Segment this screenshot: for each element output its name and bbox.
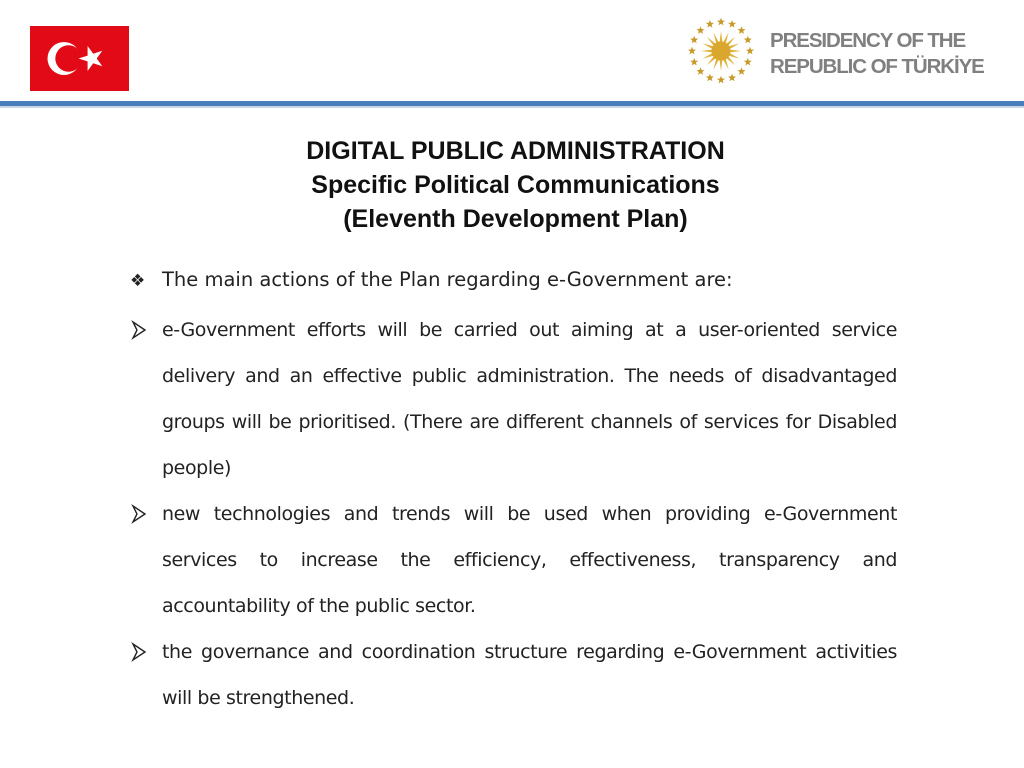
seal-star (738, 26, 746, 34)
seal-star (688, 47, 696, 55)
intro-text: The main actions of the Plan regarding e-Government are: (162, 268, 733, 291)
seal-star (728, 20, 736, 28)
turkish-flag-icon (30, 26, 129, 91)
brand-line-2: REPUBLIC OF TÜRKİYE (770, 55, 984, 78)
seal-ray (703, 53, 714, 59)
seal-ray (729, 53, 740, 59)
seal-star (697, 26, 705, 34)
seal-star (728, 74, 736, 82)
seal-star (690, 36, 698, 44)
list-item (130, 491, 897, 629)
bullet-list (130, 307, 897, 721)
presidency-logo-text (770, 28, 984, 80)
seal-star (744, 58, 752, 66)
bullet-text: the governance and coordination structure regarding e-Government activities will be strengthened. (162, 641, 897, 709)
brand-line-1: PRESIDENCY OF THE (770, 29, 966, 52)
seal-ray (729, 43, 740, 49)
title-line-3: (Eleventh Development Plan) (343, 205, 688, 233)
arrow-bullet-icon (130, 629, 152, 675)
intro-line (130, 266, 733, 295)
presidential-seal-icon (686, 16, 756, 86)
header-divider-shadow (0, 106, 1024, 108)
title-line-2: Specific Political Communications (311, 171, 720, 199)
seal-star (717, 18, 725, 26)
seal-ray (720, 60, 723, 71)
seal-ray (713, 59, 719, 70)
seal-star (697, 67, 705, 75)
seal-ray (730, 50, 741, 53)
list-item (130, 629, 897, 721)
seal-star (706, 74, 714, 82)
seal-ray (723, 33, 729, 44)
seal-ray (713, 33, 719, 44)
seal-star (746, 47, 754, 55)
seal-star (706, 20, 714, 28)
seal-ray (701, 50, 712, 53)
list-item (130, 307, 897, 491)
seal-star (738, 67, 746, 75)
seal-star (690, 58, 698, 66)
title-line-1: DIGITAL PUBLIC ADMINISTRATION (306, 137, 725, 165)
seal-star (744, 36, 752, 44)
slide-title (0, 134, 1024, 236)
bullet-text: e-Government efforts will be carried out aiming at a user-oriented service delivery and an effective public administration. The needs of disadvantaged groups will be prioritised. (There are different channels of services for Disabled people) (162, 319, 897, 479)
arrow-bullet-icon (130, 307, 152, 353)
seal-ray (720, 31, 723, 42)
bullet-text: new technologies and trends will be used when providing e-Government services to increase the efficiency, effectiveness, transparency and accountability of the public sector. (162, 503, 897, 617)
arrow-bullet-icon (130, 491, 152, 537)
seal-ray (703, 43, 714, 49)
seal-star (717, 76, 725, 84)
diamond-bullet-icon: ❖ (130, 271, 146, 291)
seal-sun (712, 42, 731, 61)
seal-ray (723, 59, 729, 70)
